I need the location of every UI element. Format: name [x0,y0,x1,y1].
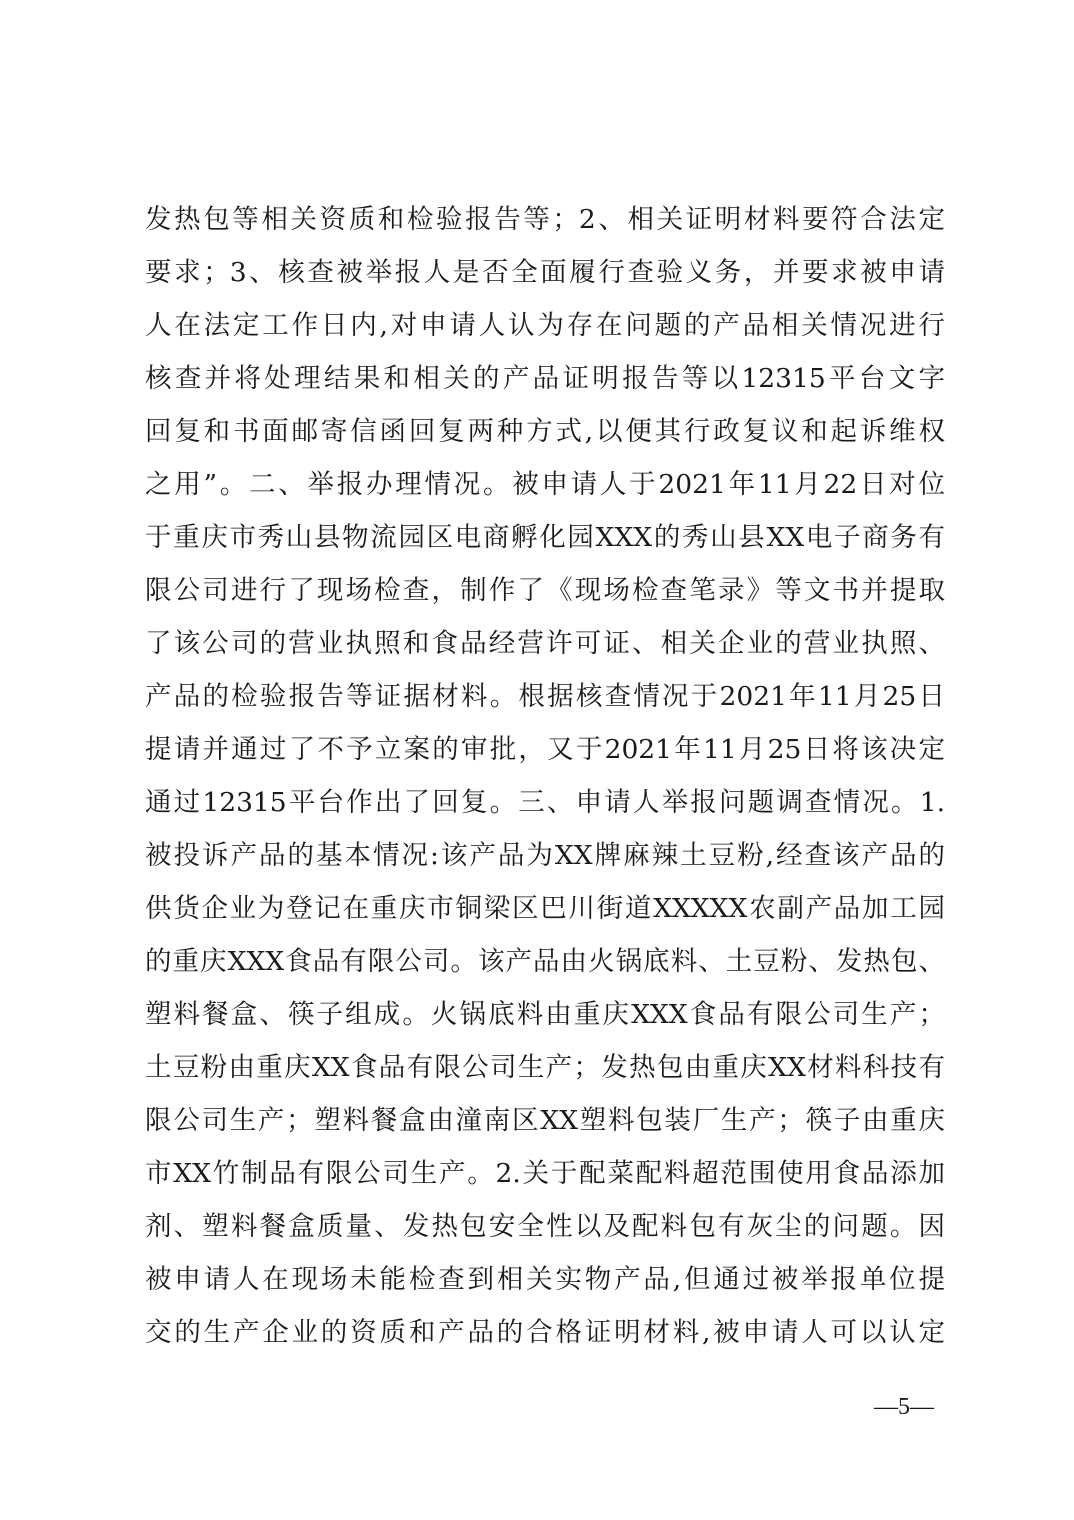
text-line: 限公司生产；塑料餐盒由潼南区XX塑料包装厂生产；筷子由重庆 [145,1105,945,1136]
text-line: 提请并通过了不予立案的审批，又于2021年11月25日将该决定 [145,734,945,765]
text-line: 发热包等相关资质和检验报告等；2、相关证明材料要符合法定 [145,204,945,235]
text-line: 于重庆市秀山县物流园区电商孵化园XXX的秀山县XX电子商务有 [145,522,945,553]
text-line: 限公司进行了现场检查，制作了《现场检查笔录》等文书并提取 [145,575,945,606]
text-line: 交的生产企业的资质和产品的合格证明材料,被申请人可以认定 [145,1317,945,1348]
text-line: 被申请人在现场未能检查到相关实物产品,但通过被举报单位提 [145,1264,945,1295]
text-line: 供货企业为登记在重庆市铜梁区巴川街道XXXXX农副产品加工园 [145,893,945,924]
body-text [145,193,945,1359]
page-number: —5— [874,1394,934,1420]
text-line: 市XX竹制品有限公司生产。2.关于配菜配料超范围使用食品添加 [145,1158,945,1189]
text-line: 核查并将处理结果和相关的产品证明报告等以12315平台文字 [145,363,945,394]
text-line: 回复和书面邮寄信函回复两种方式,以便其行政复议和起诉维权 [145,416,945,447]
text-line: 了该公司的营业执照和食品经营许可证、相关企业的营业执照、 [145,628,945,659]
text-line: 之用”。二、举报办理情况。被申请人于2021年11月22日对位 [145,469,945,500]
text-line: 被投诉产品的基本情况:该产品为XX牌麻辣土豆粉,经查该产品的 [145,840,945,871]
text-line: 剂、塑料餐盒质量、发热包安全性以及配料包有灰尘的问题。因 [145,1211,945,1242]
text-line: 产品的检验报告等证据材料。根据核查情况于2021年11月25日 [145,681,945,712]
text-line: 人在法定工作日内,对申请人认为存在问题的产品相关情况进行 [145,310,945,341]
text-line: 要求；3、核查被举报人是否全面履行查验义务，并要求被申请 [145,257,945,288]
text-line: 塑料餐盒、筷子组成。火锅底料由重庆XXX食品有限公司生产； [145,999,945,1030]
text-line: 土豆粉由重庆XX食品有限公司生产；发热包由重庆XX材料科技有 [145,1052,945,1083]
text-line: 通过12315平台作出了回复。三、申请人举报问题调查情况。1. [145,787,945,818]
text-line: 的重庆XXX食品有限公司。该产品由火锅底料、土豆粉、发热包、 [145,946,945,977]
